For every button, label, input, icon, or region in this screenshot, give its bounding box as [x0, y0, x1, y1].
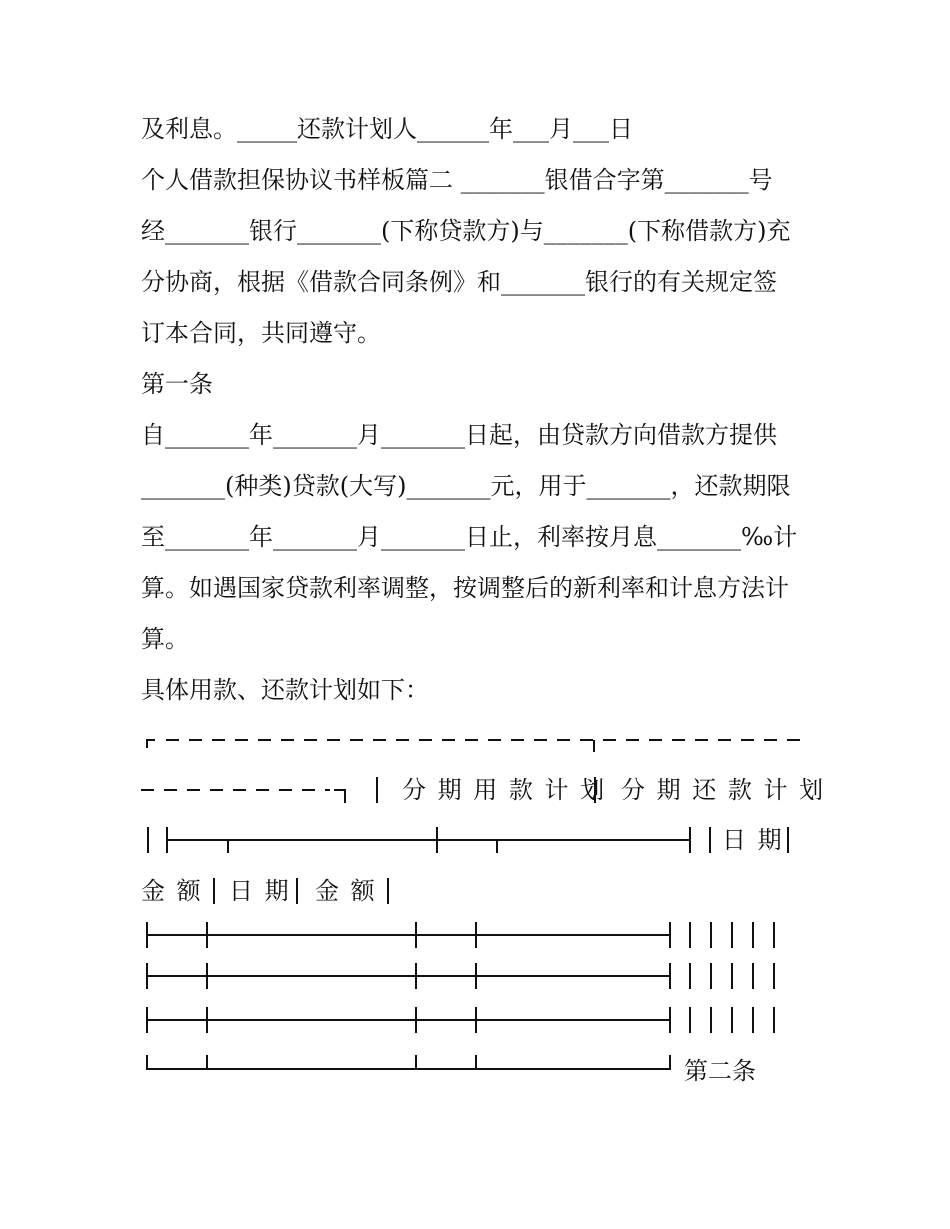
text-line-8: _______(种类)贷款(大写)_______元，用于_______，还款期限: [141, 472, 791, 500]
header-repay-plan: 分 期 还 款 计 划: [621, 776, 826, 804]
article-2-heading: 第二条: [684, 1057, 756, 1085]
table-row: [147, 963, 774, 989]
text-line-4: 分协商，根据《借款合同条例》和_______银行的有关规定签: [141, 268, 777, 296]
header-borrow-plan: 分 期 用 款 计 划: [402, 776, 607, 804]
text-line-11: 算。: [141, 625, 189, 653]
table-top-border: [147, 740, 800, 752]
text-line-12: 具体用款、还款计划如下：: [141, 676, 429, 704]
table-header-separator: [148, 827, 788, 853]
column-header-amount: 金 额: [141, 877, 203, 905]
column-header-date-2: 日 期: [229, 877, 291, 905]
text-line-7: 自_______年_______月_______日起，由贷款方向借款方提供: [141, 421, 777, 449]
table-bottom-border: [147, 1055, 670, 1069]
article-1-heading: 第一条: [141, 370, 213, 398]
column-header-amount-2: 金 额: [315, 877, 377, 905]
table-row: [147, 1007, 774, 1033]
text-line-5: 订本合同，共同遵守。: [141, 319, 381, 347]
text-line-1: 及利息。_____还款计划人______年___月___日: [141, 115, 633, 143]
text-line-3: 经_______银行_______(下称贷款方)与_______(下称借款方)充: [141, 217, 791, 245]
column-header-date: 日 期: [722, 826, 784, 854]
text-line-10: 算。如遇国家贷款利率调整，按调整后的新利率和计息方法计: [141, 574, 789, 602]
text-line-9: 至_______年_______月_______日止，利率按月息_______‰计: [141, 523, 798, 551]
text-line-2: 个人借款担保协议书样板篇二 _______银借合字第_______号: [141, 166, 773, 194]
table-row: [147, 922, 774, 948]
